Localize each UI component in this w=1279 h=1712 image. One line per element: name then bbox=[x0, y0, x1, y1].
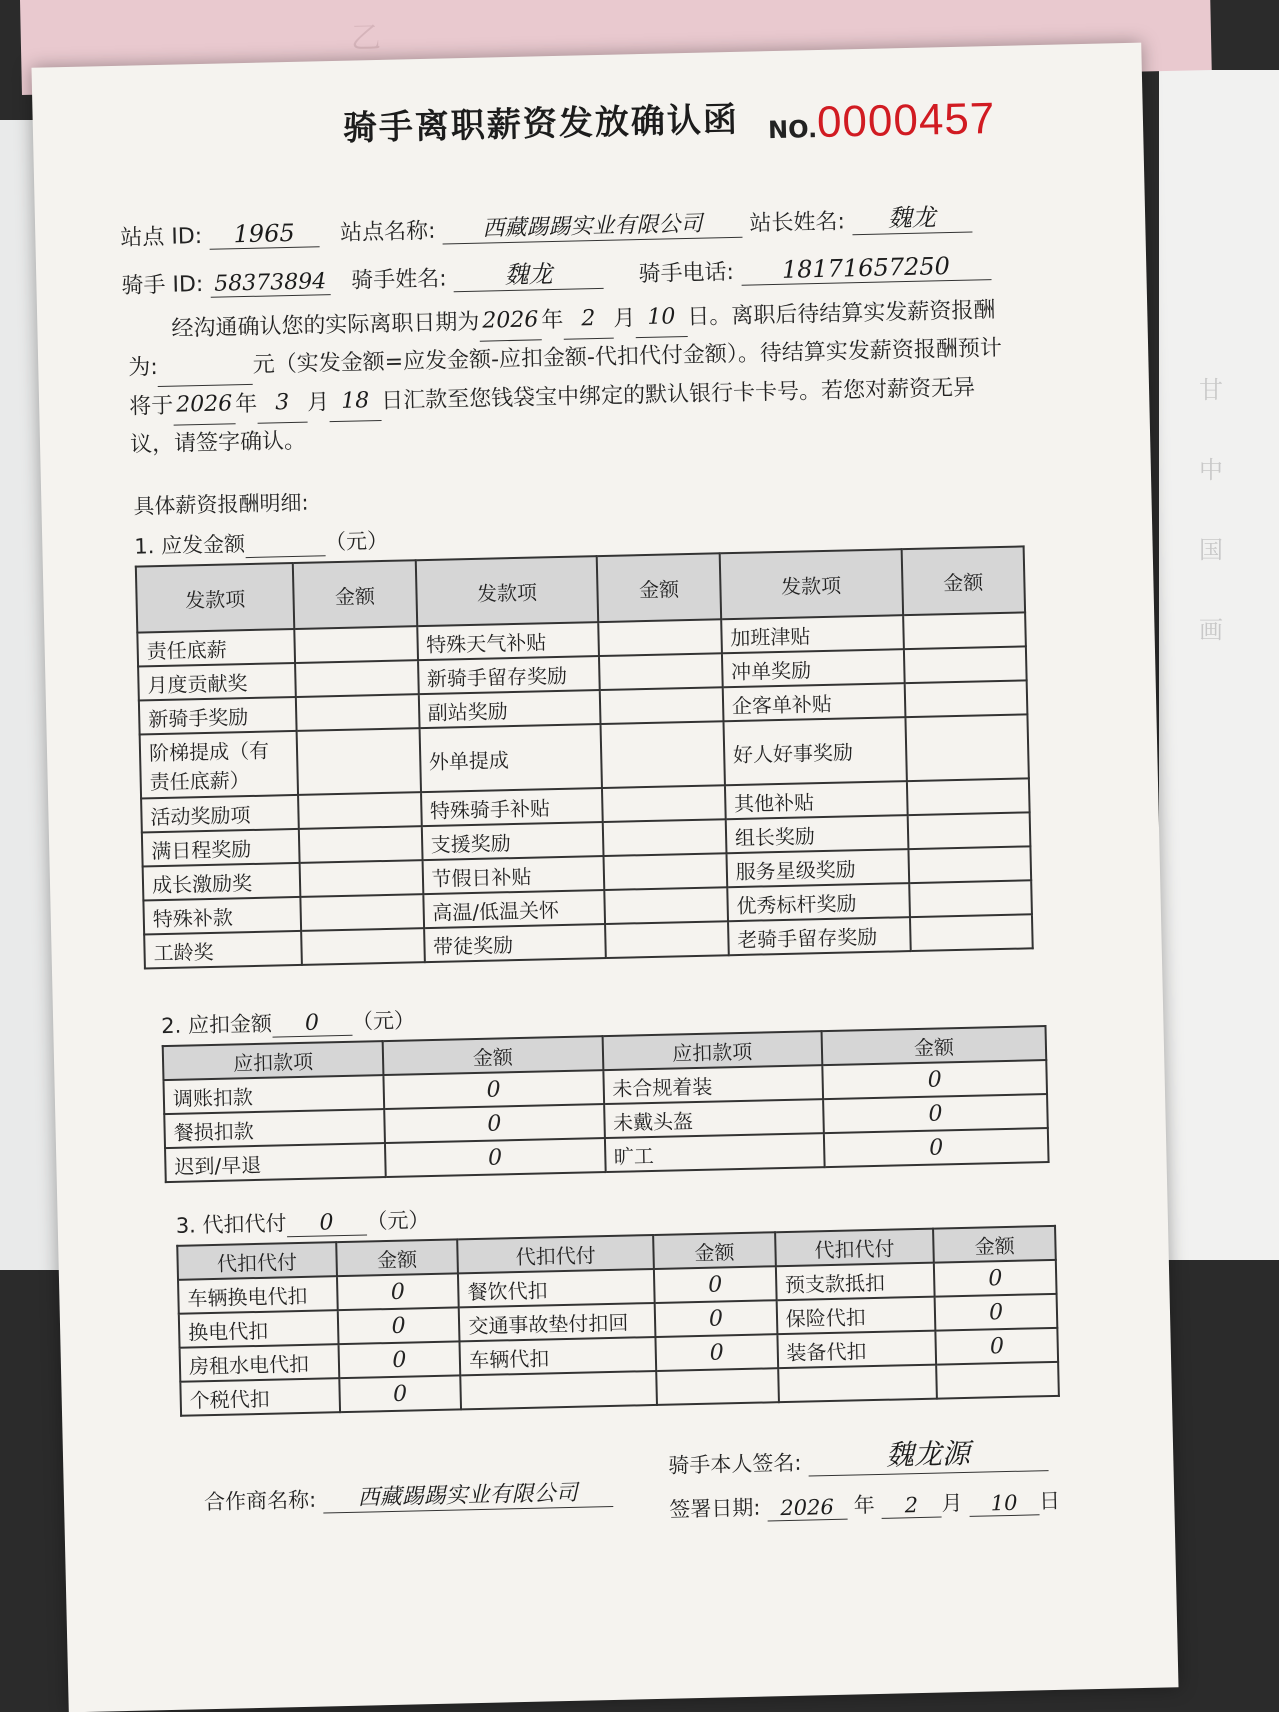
item-cell bbox=[778, 1365, 937, 1403]
amount-cell: 0 bbox=[385, 1138, 605, 1177]
amount-cell: 0 bbox=[655, 1300, 777, 1337]
amount-cell: 0 bbox=[384, 1104, 604, 1143]
amount-cell: 0 bbox=[822, 1060, 1047, 1099]
amount-cell bbox=[604, 853, 727, 890]
amount-cell: 0 bbox=[384, 1070, 604, 1109]
item-cell: 特殊骑手补贴 bbox=[421, 788, 604, 826]
rider-id-label: 骑手 ID: bbox=[121, 271, 204, 299]
item-cell: 换电代扣 bbox=[179, 1310, 338, 1348]
section3-title: 3. 代扣代付 bbox=[175, 1211, 287, 1238]
manager-value: 魏龙 bbox=[851, 197, 972, 236]
amount-cell bbox=[301, 928, 424, 965]
header-cell: 发款项 bbox=[136, 563, 295, 633]
header-cell: 金额 bbox=[336, 1239, 458, 1276]
serial-prefix: NO. bbox=[767, 114, 818, 145]
section2-title: 2. 应扣金额 bbox=[160, 1011, 273, 1039]
amount-cell bbox=[605, 921, 728, 958]
section1-unit: （元） bbox=[324, 528, 389, 555]
section1-table bbox=[135, 545, 1034, 969]
section2-value: 0 bbox=[272, 1010, 353, 1038]
rider-signature: 魏龙源 bbox=[807, 1430, 1048, 1476]
para-text-3: 元（实发金额=应发金额-应扣金额-代扣代付金额）。待结算实发薪资报酬预计将于 bbox=[128, 335, 1003, 420]
item-cell: 优秀标杆奖励 bbox=[727, 883, 910, 921]
header-cell: 应扣款项 bbox=[602, 1031, 822, 1070]
serial-value: 0000457 bbox=[816, 93, 996, 147]
item-cell: 加班津贴 bbox=[721, 615, 904, 653]
confirmation-form bbox=[31, 43, 1178, 1712]
partner-label: 合作商名称: bbox=[203, 1487, 317, 1515]
item-cell: 旷工 bbox=[604, 1133, 824, 1172]
item-cell: 高温/低温关怀 bbox=[423, 890, 606, 928]
section2-table bbox=[162, 1025, 1050, 1183]
item-cell: 交通事故垫付扣回 bbox=[459, 1303, 656, 1341]
amount-cell: 0 bbox=[337, 1307, 459, 1344]
header-cell: 金额 bbox=[597, 553, 721, 622]
header-cell: 应扣款项 bbox=[163, 1041, 384, 1080]
amount-cell bbox=[600, 687, 723, 724]
para-text-2: 日。离职后待结算实发薪资报酬为: bbox=[128, 298, 996, 381]
amount-cell bbox=[603, 819, 726, 856]
section1-title: 1. 应发金额 bbox=[134, 532, 246, 559]
item-cell: 带徒奖励 bbox=[424, 924, 607, 962]
margin-char: 画 bbox=[1199, 616, 1223, 644]
item-cell: 阶梯提成（有责任底薪） bbox=[140, 731, 299, 799]
item-cell: 成长激励奖 bbox=[143, 863, 301, 901]
background-right bbox=[1159, 70, 1279, 1260]
partner-signature: 西藏踢踢实业有限公司 bbox=[322, 1475, 613, 1514]
amount-cell bbox=[905, 714, 1029, 781]
header-cell: 金额 bbox=[293, 560, 417, 629]
amount-cell: 0 bbox=[337, 1273, 459, 1310]
leave-month: 2 bbox=[563, 300, 614, 340]
item-cell: 副站奖励 bbox=[418, 690, 601, 728]
amount-cell bbox=[300, 860, 423, 897]
amount-cell: 0 bbox=[823, 1094, 1048, 1133]
station-id-label: 站点 ID: bbox=[120, 223, 203, 251]
amount-cell: 0 bbox=[654, 1266, 776, 1303]
item-cell: 特殊天气补贴 bbox=[417, 622, 600, 660]
rider-sign-row bbox=[668, 1430, 1049, 1480]
item-cell: 车辆换电代扣 bbox=[178, 1276, 337, 1314]
info-row-2 bbox=[121, 244, 991, 300]
section1-value bbox=[245, 555, 325, 558]
section2-label bbox=[161, 1004, 415, 1040]
amount-cell bbox=[601, 721, 725, 788]
header-cell: 发款项 bbox=[719, 549, 902, 619]
amount-cell bbox=[296, 694, 419, 731]
amount-cell: 0 bbox=[934, 1260, 1056, 1297]
header-cell: 代扣代付 bbox=[177, 1242, 336, 1280]
header-cell: 代扣代付 bbox=[457, 1235, 654, 1273]
sign-month: 2 bbox=[881, 1493, 942, 1519]
item-cell: 满日程奖励 bbox=[142, 829, 300, 867]
pay-month: 3 bbox=[257, 384, 308, 424]
item-cell: 装备代扣 bbox=[777, 1331, 936, 1369]
section3-label bbox=[175, 1204, 429, 1240]
item-cell: 组长奖励 bbox=[725, 815, 908, 853]
sign-year: 2026 bbox=[767, 1495, 848, 1522]
amount-cell bbox=[294, 626, 417, 663]
header-cell: 金额 bbox=[933, 1226, 1055, 1263]
item-cell: 企客单补贴 bbox=[722, 683, 905, 721]
info-row-1 bbox=[120, 197, 972, 252]
amount-cell bbox=[301, 894, 424, 931]
item-cell: 迟到/早退 bbox=[165, 1143, 386, 1182]
margin-char: 中 bbox=[1199, 456, 1223, 484]
item-cell: 保险代扣 bbox=[776, 1297, 935, 1335]
para-text-4: 日汇款至您钱袋宝中绑定的默认银行卡卡号。若您对薪资无异议，请签字确认。 bbox=[129, 375, 976, 458]
header-cell: 金额 bbox=[901, 546, 1025, 615]
item-cell: 房租水电代扣 bbox=[180, 1344, 339, 1382]
amount-cell bbox=[297, 728, 421, 795]
rider-sign-label: 骑手本人签名: bbox=[668, 1450, 802, 1478]
amount-cell bbox=[605, 887, 728, 924]
item-cell: 支援奖励 bbox=[421, 822, 604, 860]
amount-cell bbox=[907, 778, 1030, 815]
item-cell: 餐损扣款 bbox=[164, 1109, 385, 1148]
amount-cell bbox=[299, 826, 422, 863]
carbon-copy-text: 乙 bbox=[350, 20, 386, 57]
item-cell: 责任底薪 bbox=[137, 629, 295, 667]
section3-value: 0 bbox=[286, 1210, 367, 1238]
amount-cell bbox=[937, 1362, 1059, 1399]
amount-cell bbox=[904, 646, 1027, 683]
item-cell: 车辆代扣 bbox=[460, 1337, 657, 1375]
month-char: 月 bbox=[941, 1491, 963, 1516]
item-cell: 未合规着装 bbox=[603, 1065, 823, 1104]
phone-value: 18171657250 bbox=[741, 251, 992, 286]
pay-year: 2026 bbox=[173, 385, 236, 425]
year-char: 年 bbox=[234, 391, 258, 418]
header-cell: 金额 bbox=[653, 1232, 775, 1269]
amount-cell bbox=[298, 792, 421, 829]
leave-year: 2026 bbox=[479, 301, 542, 341]
item-cell: 外单提成 bbox=[419, 724, 602, 792]
amount-cell bbox=[910, 914, 1033, 951]
amount-cell: 0 bbox=[338, 1341, 460, 1378]
margin-char: 国 bbox=[1199, 536, 1223, 564]
station-id-value: 1965 bbox=[209, 218, 320, 249]
amount-cell: 0 bbox=[656, 1334, 778, 1371]
year-char: 年 bbox=[541, 307, 564, 334]
item-cell: 餐饮代扣 bbox=[458, 1269, 655, 1307]
partner-row bbox=[204, 1475, 613, 1516]
header-cell: 代扣代付 bbox=[775, 1229, 934, 1267]
amount-cell bbox=[602, 785, 725, 822]
amount-cell bbox=[904, 680, 1027, 717]
pay-day: 18 bbox=[329, 382, 382, 422]
item-cell: 调账扣款 bbox=[163, 1075, 384, 1114]
rider-name-label: 骑手姓名: bbox=[350, 266, 447, 294]
item-cell: 工龄奖 bbox=[144, 931, 302, 969]
item-cell: 活动奖励项 bbox=[141, 795, 299, 833]
item-cell: 老骑手留存奖励 bbox=[728, 917, 911, 955]
confirmation-paragraph bbox=[127, 291, 1010, 465]
item-cell: 服务星级奖励 bbox=[726, 849, 909, 887]
rider-id-value: 58373894 bbox=[210, 269, 331, 298]
section2-unit: （元） bbox=[351, 1008, 416, 1034]
year-char: 年 bbox=[853, 1493, 876, 1518]
item-cell: 好人好事奖励 bbox=[723, 717, 906, 785]
margin-char: 甘 bbox=[1199, 376, 1223, 404]
amount-cell: 0 bbox=[935, 1294, 1057, 1331]
month-char: 月 bbox=[306, 390, 330, 416]
item-cell: 个税代扣 bbox=[180, 1378, 339, 1416]
amount-cell bbox=[656, 1368, 778, 1405]
amount-cell bbox=[908, 846, 1031, 883]
header-cell: 发款项 bbox=[415, 556, 598, 626]
para-text-1: 经沟通确认您的实际离职日期为 bbox=[171, 309, 480, 342]
form-title: 骑手离职薪资发放确认函 bbox=[342, 99, 740, 149]
section3-unit: （元） bbox=[366, 1208, 430, 1234]
sign-date-label: 签署日期: bbox=[669, 1495, 761, 1522]
amount-cell bbox=[909, 880, 1032, 917]
section3-table bbox=[176, 1225, 1060, 1417]
amount-cell: 0 bbox=[824, 1128, 1049, 1167]
amount-cell: 0 bbox=[339, 1375, 461, 1412]
sign-date-row bbox=[669, 1485, 1060, 1524]
leave-day: 10 bbox=[635, 298, 688, 338]
section1-label bbox=[134, 525, 388, 561]
item-cell: 未戴头盔 bbox=[604, 1099, 824, 1138]
item-cell: 冲单奖励 bbox=[722, 649, 905, 687]
detail-title: 具体薪资报酬明细: bbox=[133, 490, 309, 519]
amount-cell bbox=[907, 812, 1030, 849]
day-char: 日 bbox=[1038, 1488, 1061, 1514]
sign-day: 10 bbox=[969, 1490, 1040, 1517]
item-cell: 预支款抵扣 bbox=[776, 1263, 935, 1301]
amount-cell: 0 bbox=[936, 1328, 1058, 1365]
manager-label: 站长姓名: bbox=[749, 209, 846, 237]
item-cell: 新骑手留存奖励 bbox=[418, 656, 601, 694]
header-cell: 金额 bbox=[822, 1026, 1047, 1065]
amount-cell bbox=[599, 653, 722, 690]
month-char: 月 bbox=[613, 306, 636, 332]
amount-cell bbox=[599, 619, 722, 656]
item-cell: 新骑手奖励 bbox=[139, 697, 297, 735]
rider-name-value: 魏龙 bbox=[453, 253, 604, 292]
phone-label: 骑手电话: bbox=[638, 259, 735, 288]
amount-cell bbox=[903, 612, 1026, 649]
item-cell: 其他补贴 bbox=[725, 781, 908, 819]
station-name-value: 西藏踢踢实业有限公司 bbox=[442, 206, 743, 245]
serial-number bbox=[767, 94, 995, 149]
item-cell bbox=[461, 1371, 658, 1409]
amount-cell bbox=[295, 660, 418, 697]
header-cell: 金额 bbox=[383, 1036, 603, 1075]
item-cell: 月度贡献奖 bbox=[138, 663, 296, 701]
item-cell: 特殊补款 bbox=[143, 897, 301, 935]
station-name-label: 站点名称: bbox=[339, 218, 436, 246]
item-cell: 节假日补贴 bbox=[422, 856, 605, 894]
